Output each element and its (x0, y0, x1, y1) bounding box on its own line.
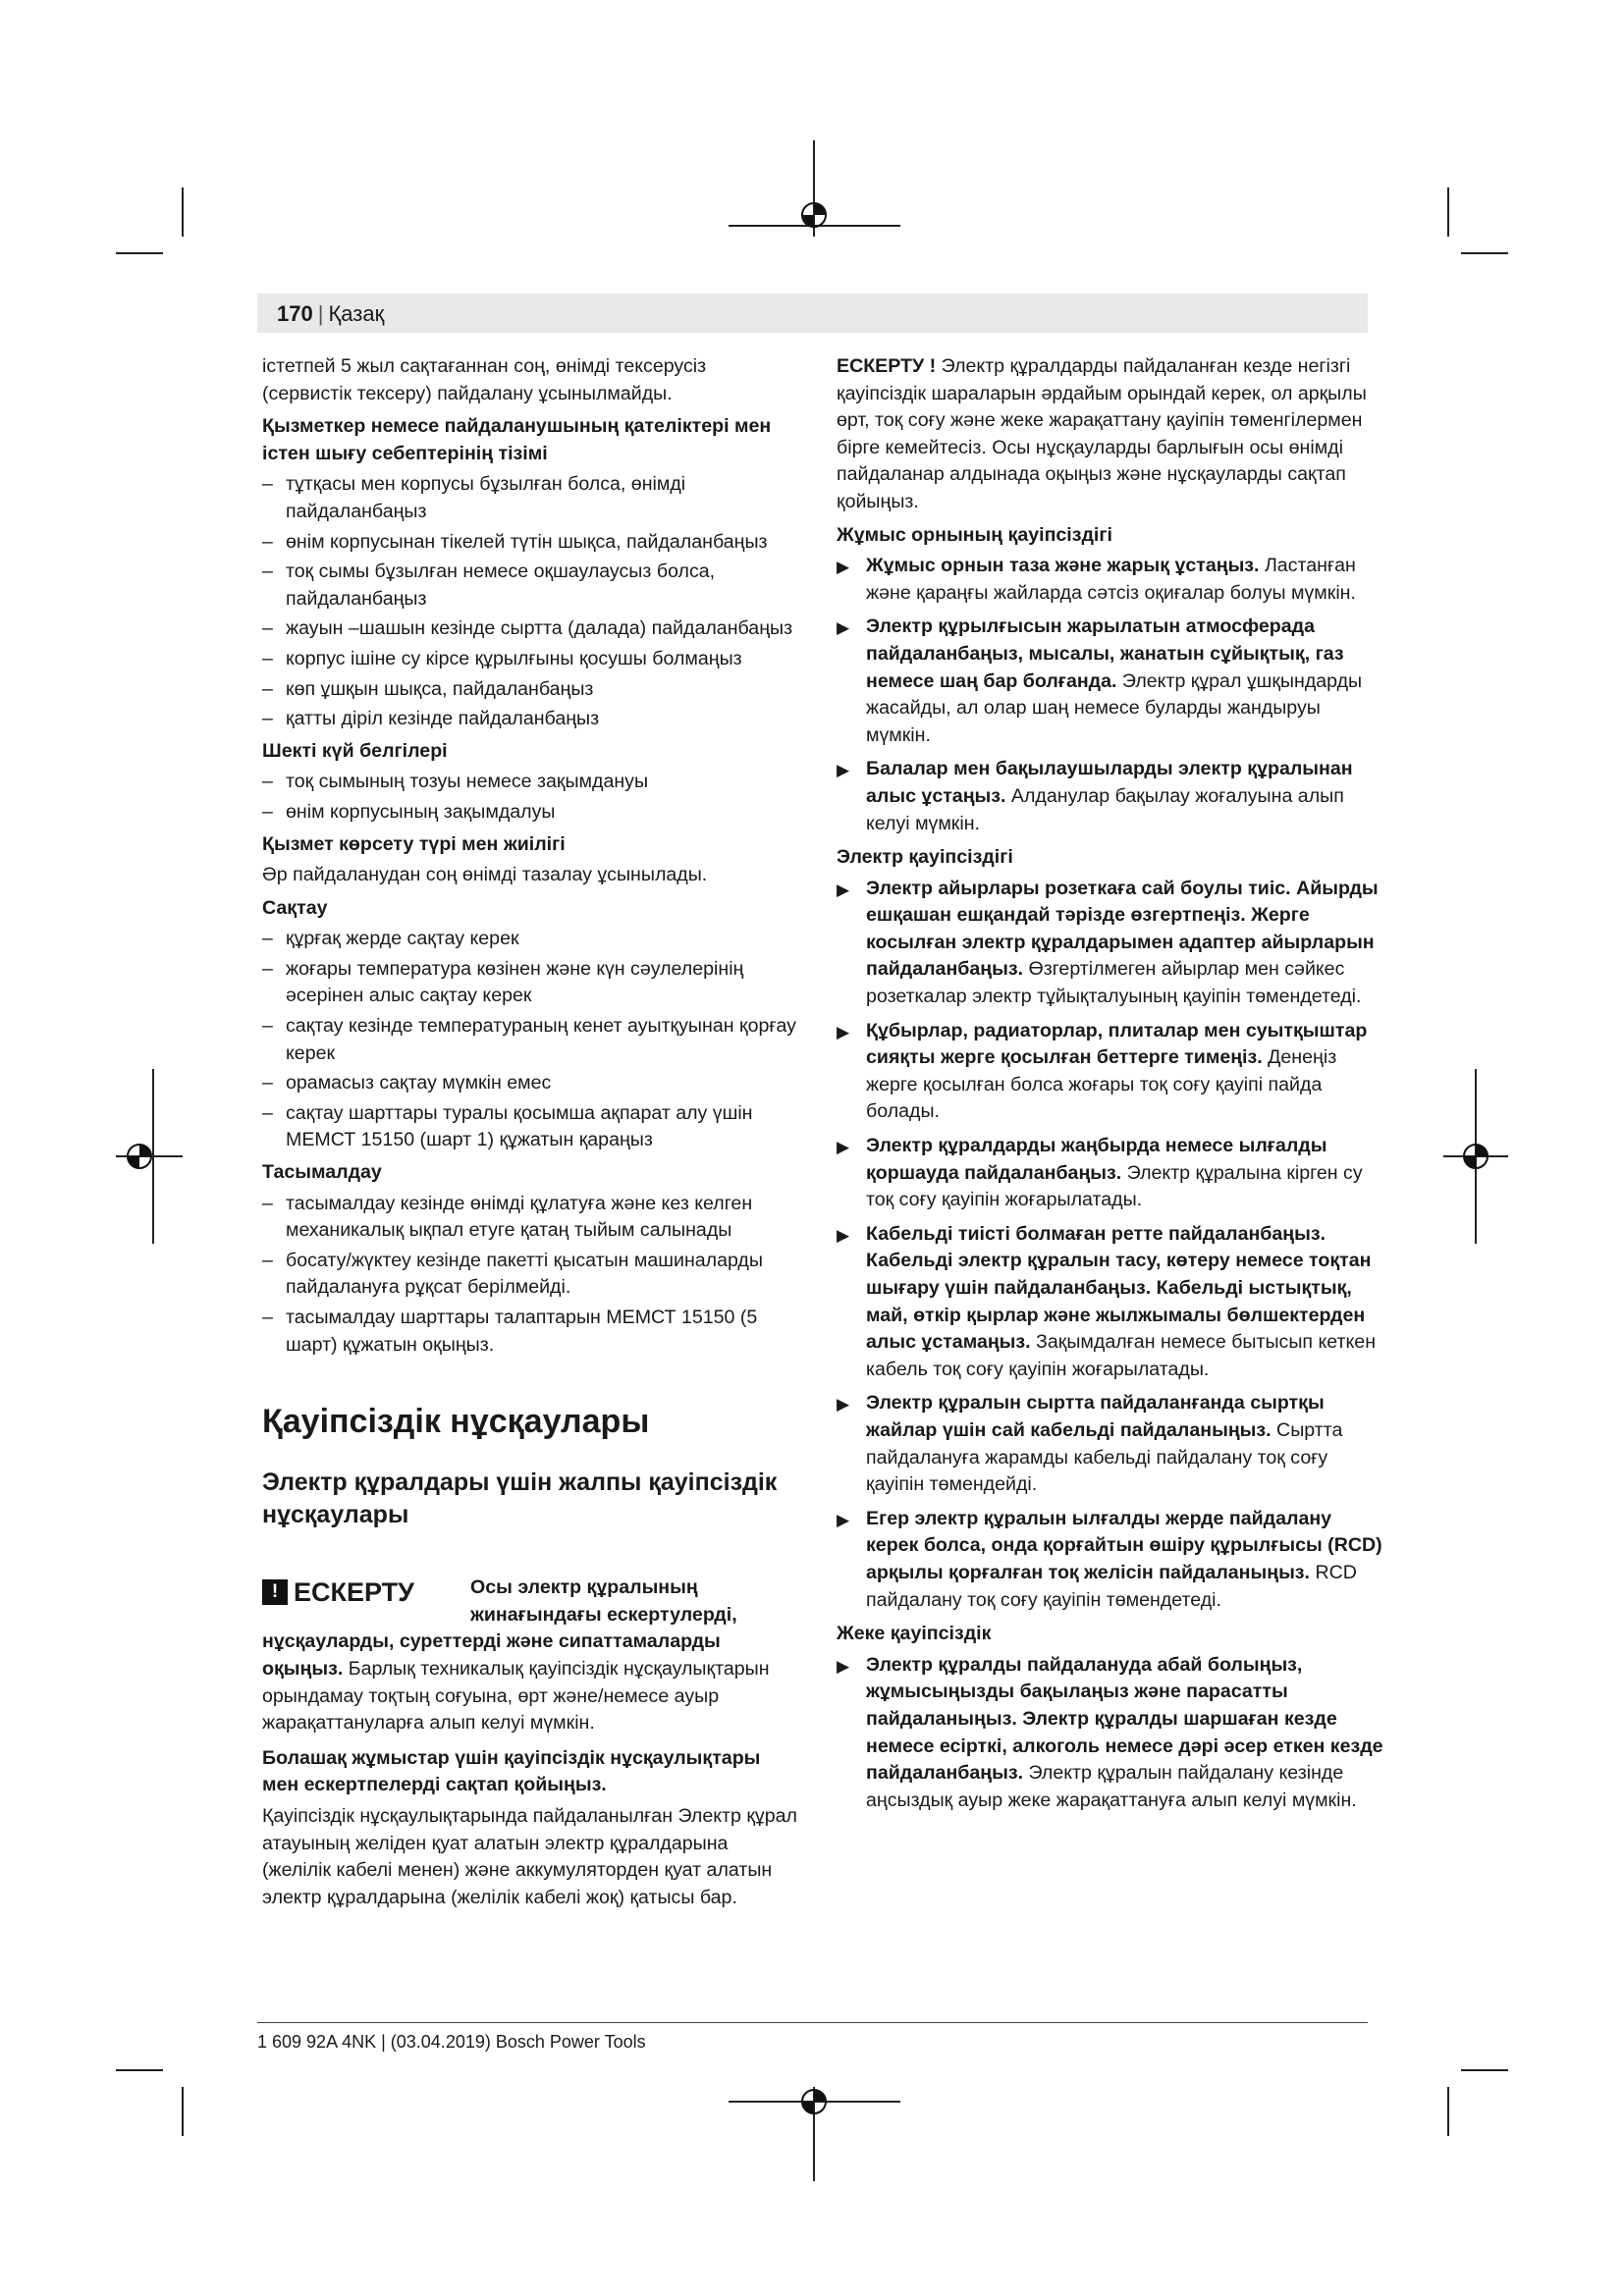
warning-text: Барлық техникалық қауіпсіздік нұсқаулықтарын орындамау тоқтың соғуына, өрт және/немесе ауыр жарақаттануларға алып келуі мүмкін. (262, 1657, 770, 1735)
list-item: – тұтқасы мен корпусы бұзылған болса, өнімді пайдаланбаңыз (262, 473, 686, 522)
warning-label: ! ЕСКЕРТУ (262, 1575, 470, 1608)
list-item: – жоғары температура көзінен және күн сәулелерінің әсерінен алыс сақтау керек (262, 957, 744, 1007)
registration-mark-top-icon (794, 195, 834, 235)
general-warning (837, 353, 1386, 516)
crop-mark-bottom-right-v (1447, 2087, 1449, 2136)
list-item: – өнім корпусының зақымдалуы (262, 800, 556, 823)
general-warning-text: Электр құралдарды пайдаланған кезде негізгі қауіпсіздік шараларын әрдайым орындай керек, ол арқылы өрт, тоқ соғу және жеке жарақаттану қауіпін төменгілермен бірге кемейтесіз. Осы нұсқауларды барлығын осы өнімді пайдаланар алдынада оқыңыз және нұсқауларды сақтап қойыңыз. (837, 355, 1367, 512)
list-item: ▶ Балалар мен бақылаушыларды электр құралынан алыс ұстаңыз. Алданулар бақылау жоғалуына алып келуі мүмкін. (837, 758, 1353, 834)
page-header (277, 302, 384, 326)
list-item: – сақтау шарттары туралы қосымша ақпарат алу үшін МЕМСТ 15150 (шарт 1) құжатын қараңыз (262, 1101, 753, 1151)
list-item: – корпус ішіне су кірсе құрылғыны қосушы болмаңыз (262, 647, 742, 669)
warning-body (262, 1629, 797, 1736)
crop-mark-top-right-v (1447, 187, 1449, 237)
warning-block (262, 1575, 797, 1737)
list-item: – өнім корпусынан тікелей түтін шықса, пайдаланбаңыз (262, 530, 768, 553)
service-heading: Қызмет көрсету түрі мен жиілігі (262, 832, 566, 855)
transport-list (262, 1191, 797, 1360)
page-footer: 1 609 92A 4NK | (03.04.2019) Bosch Power Tools (257, 2032, 646, 2052)
registration-mark-bottom-icon (794, 2082, 834, 2121)
list-item: – сақтау кезінде температураның кенет ауытқуынан қорғау керек (262, 1015, 796, 1064)
warning-triangle-icon: ! (262, 1579, 288, 1605)
registration-mark-left-icon (120, 1137, 159, 1176)
intro-paragraph: істетпей 5 жыл сақтағаннан соң, өнімді тексерусіз (сервистік тексеру) пайдалану ұсынылмайды. (262, 355, 707, 404)
list-item: – босату/жүктеу кезінде пакетті қысатын машиналарды пайдалануға рұқсат берілмейді. (262, 1249, 763, 1299)
list-item: – орамасыз сақтау мүмкін емес (262, 1072, 552, 1095)
subsection-title: Электр құралдары үшін жалпы қауіпсіздік нұсқаулары (262, 1468, 778, 1529)
storage-list (262, 926, 797, 1154)
electric-heading: Электр қауіпсіздігі (837, 846, 1013, 869)
transport-heading: Тасымалдау (262, 1161, 382, 1184)
workplace-heading: Жұмыс орнының қауіпсіздігі (837, 523, 1112, 546)
list-item: ▶ Электр құрылғысын жарылатын атмосферада пайдаланбаңыз, мысалы, жанатын сұйықтық, газ немесе шаң бар болғанда. Электр құрал ұшқындарды жасайды, ал олар шаң немесе буларды жандыруы мүмкін. (837, 615, 1363, 746)
left-column (262, 353, 797, 1917)
general-warning-lead: ЕСКЕРТУ ! (837, 355, 937, 377)
errors-list (262, 471, 797, 732)
list-item: ▶ Электр құралдарды жаңбырда немесе ылғалды қоршауда пайдаланбаңыз. Электр құралына кірген су тоқ соғу қауіпін жоғарылатады. (837, 1135, 1363, 1211)
crop-mark-bottom-left-h (116, 2069, 163, 2071)
page-number: 170 (277, 301, 313, 326)
list-item: ▶ Электр құралды пайдалануда абай болыңыз, жұмысыңызды бақылаңыз және парасатты пайдаланыңыз. Электр құралды шаршаған кезде немесе есірткі, алкоголь немесе дәрі әсер еткен кезде пайдаланбаңыз. Электр құралын пайдалану кезінде аңсыздық ауыр жеке жарақаттануға алып келуі мүмкін. (837, 1653, 1383, 1811)
storage-heading: Сақтау (262, 896, 328, 919)
list-item: ▶ Кабельді тиісті болмаған ретте пайдаланбаңыз. Кабельді электр құралын тасу, көтеру немесе тоқтан шығару үшін пайдаланбаңыз. Кабельді ыстықтық, май, өткір қырлар және жылжымалы бөлшектерден алыс ұстамаңыз. Зақымдалған немесе бытысып кеткен кабель тоқ соғу қауіпін жоғарылатады. (837, 1222, 1377, 1380)
header-language: Қазақ (328, 301, 385, 326)
list-item: – жауын –шашын кезінде сыртта (далада) пайдаланбаңыз (262, 617, 793, 640)
list-item: – құрғақ жерде сақтау керек (262, 928, 519, 950)
footer-rule (257, 2022, 1368, 2023)
keep-heading: Болашақ жұмыстар үшін қауіпсіздік нұсқаулықтары мен ескертпелерді сақтап қойыңыз. (262, 1746, 761, 1796)
list-item: – тоқ сымының тозуы немесе зақымдануы (262, 771, 649, 793)
section-title: Қауіпсіздік нұсқаулары (262, 1403, 650, 1441)
service-text: Әр пайдаланудан соң өнімді тазалау ұсынылады. (262, 864, 708, 886)
crop-mark-top-left-v (182, 187, 184, 237)
list-item: ▶ Жұмыс орнын таза және жарық ұстаңыз. Ластанған және қараңғы жайларда сәтсіз оқиғалар болуы мүмкін. (837, 555, 1356, 604)
list-item: ▶ Электр айырлары розеткаға сай боулы тиіс. Айырды ешқашан ешқандай тәрізде өзгертпеңіз. Жерге косылған электр құралдарымен адаптер айырларын пайдаланбаңыз. Өзгертілмеген айырлар мен сәйкес розеткалар электр тұйықталуының қауіпін төмендетеді. (837, 877, 1379, 1008)
workplace-list (837, 553, 1386, 837)
list-item: ▶ Құбырлар, радиаторлар, плиталар мен суытқыштар сияқты жерге қосылған беттерге тимеңіз. Денеңіз жерге қосылған болса жоғары тоқ соғу қауіпі пайда болады. (837, 1019, 1368, 1123)
list-item: – көп ұшқын шықса, пайдаланбаңыз (262, 677, 594, 700)
header-separator: | (317, 301, 324, 326)
personal-list (837, 1652, 1386, 1815)
keep-text: Қауіпсіздік нұсқаулықтарында пайдаланылған Электр құрал атауының желіден қуат алатын электр құралдарына (желілік кабелі менен) және аккумуляторден қуат алатын электр құралдарына (желілік кабелі жоқ) қатысы бар. (262, 1804, 797, 1908)
warning-bold-line-1: Осы электр құралының жинағындағы ескертулерді, (470, 1576, 737, 1626)
personal-heading: Жеке қауіпсіздік (837, 1623, 992, 1645)
electric-list (837, 876, 1386, 1614)
errors-heading: Қызметкер немесе пайдаланушының қателіктері мен істен шығу себептерінің тізімі (262, 415, 772, 464)
header-bar (257, 294, 1368, 333)
crop-mark-top-left-h (116, 252, 163, 254)
limits-list (262, 769, 797, 826)
list-item: ▶ Электр құралын сыртта пайдаланғанда сыртқы жайлар үшін сай кабельді пайдаланыңыз. Сыртта пайдалануға жарамды кабельді пайдалану тоқ соғу қауіпін төмендейді. (837, 1392, 1343, 1496)
crop-mark-bottom-right-h (1461, 2069, 1508, 2071)
limit-heading: Шекті күй белгілері (262, 739, 448, 762)
right-column (837, 353, 1386, 1821)
list-item: – тасымалдау шарттары талаптарын МЕМСТ 15150 (5 шарт) құжатын оқыңыз. (262, 1307, 758, 1356)
crop-mark-bottom-left-v (182, 2087, 184, 2136)
list-item: – тасымалдау кезінде өнімді құлатуға және кез келген механикалық ықпал етуге қатаң тыйым салынады (262, 1192, 753, 1242)
crop-mark-top-right-h (1461, 252, 1508, 254)
list-item: ▶ Егер электр құралын ылғалды жерде пайдалану керек болса, онда қорғайтын өшіру құрылғысы (RCD) арқылы қорғалған тоқ желісін пайдаланыңыз. RCD пайдалану тоқ соғу қауіпін төмендетеді. (837, 1507, 1382, 1611)
list-item: – тоқ сымы бұзылған немесе оқшаулаусыз болса, пайдаланбаңыз (262, 561, 716, 610)
registration-mark-right-icon (1456, 1137, 1495, 1176)
warning-bold-line-2: нұсқауларды, суреттерді және сипаттамаларды оқыңыз. (262, 1630, 721, 1680)
list-item: – қатты діріл кезінде пайдаланбаңыз (262, 708, 600, 730)
